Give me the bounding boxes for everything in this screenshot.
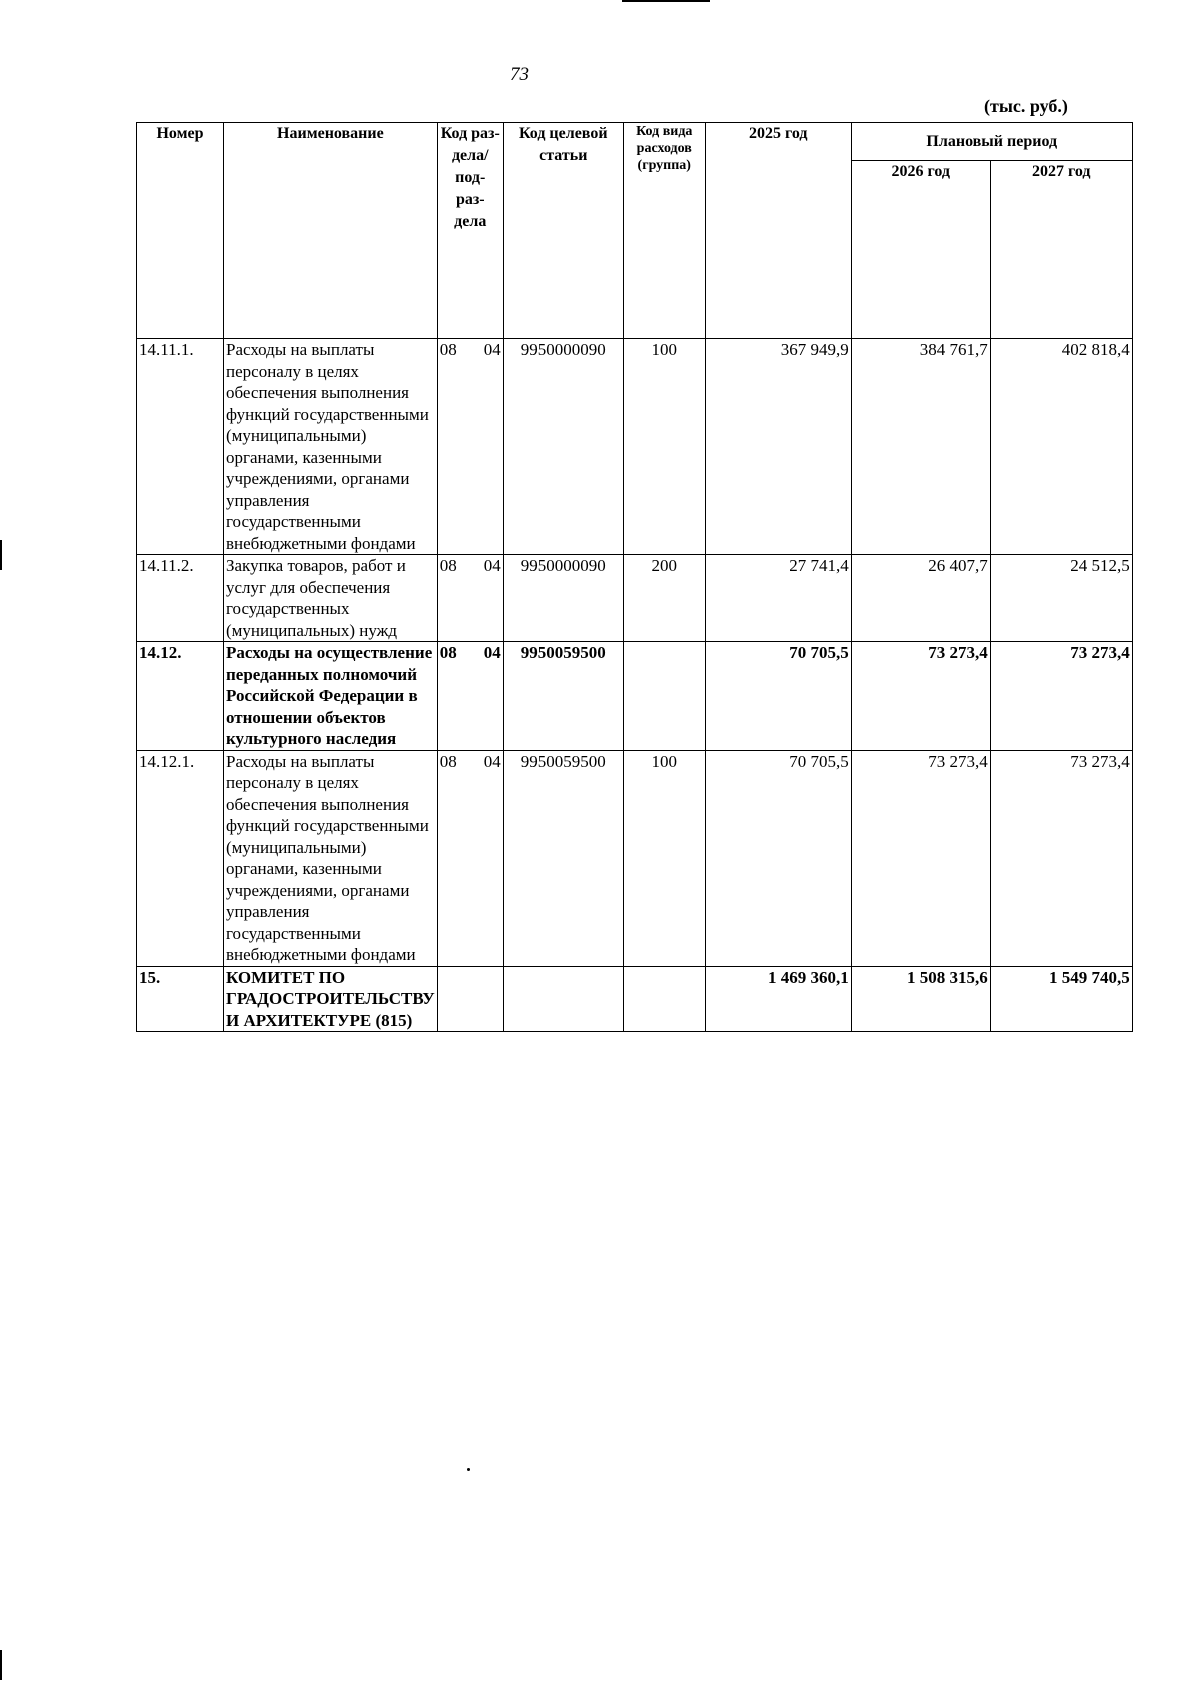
header-year-2027: 2027 год: [990, 161, 1132, 339]
row-subsection: 04: [483, 751, 501, 771]
row-subsection: 04: [483, 556, 501, 575]
row-target-code: 9950059500: [503, 750, 623, 966]
row-number: 14.12.1.: [137, 750, 224, 966]
row-amount-2026: 1 508 315,6: [851, 966, 990, 1032]
scan-edge-mark: [0, 1650, 2, 1680]
row-name: Расходы на выплаты персоналу в целях обеспечения выполнения функций государственными (муниципальными) органами, казенными учреждениями, органами управления государственными внебюджетными фондами: [224, 750, 438, 966]
header-year-2025: 2025 год: [705, 123, 851, 339]
row-target-code: 9950059500: [503, 642, 623, 751]
row-expense-type: 200: [623, 555, 705, 642]
row-amount-2027: 73 273,4: [990, 642, 1132, 751]
table-body: [137, 339, 1133, 1032]
table-header: [137, 123, 1133, 339]
header-planning-period: Плановый период: [851, 123, 1132, 161]
table-row: [137, 642, 1133, 751]
table-row: [137, 555, 1133, 642]
row-subsection: 04: [483, 340, 501, 359]
table-row: [137, 966, 1133, 1032]
row-target-code: 9950000090: [503, 555, 623, 642]
row-amount-2027: 24 512,5: [990, 555, 1132, 642]
row-amount-2025: 367 949,9: [705, 339, 851, 555]
row-amount-2025: 70 705,5: [705, 750, 851, 966]
row-subsection: 04: [483, 643, 501, 662]
row-name: КОМИТЕТ ПО ГРАДОСТРОИТЕЛЬСТВУ И АРХИТЕКТУРЕ (815): [224, 966, 438, 1032]
stray-dot: [467, 1468, 470, 1471]
row-section-code: [437, 642, 503, 751]
row-section: 08: [439, 643, 457, 662]
row-expense-type: [623, 642, 705, 751]
row-expense-type: 100: [623, 339, 705, 555]
row-amount-2027: 73 273,4: [990, 750, 1132, 966]
header-expense-type: Код вида расходов (группа): [623, 123, 705, 339]
table-row: [137, 339, 1133, 555]
row-amount-2027: 1 549 740,5: [990, 966, 1132, 1032]
row-amount-2027: 402 818,4: [990, 339, 1132, 555]
row-section: 08: [439, 556, 457, 575]
row-amount-2026: 73 273,4: [851, 750, 990, 966]
units-label: (тыс. руб.): [984, 96, 1068, 116]
row-target-code: 9950000090: [503, 339, 623, 555]
budget-table: [136, 122, 1133, 1032]
row-target-code: [503, 966, 623, 1032]
row-amount-2026: 384 761,7: [851, 339, 990, 555]
row-name: Расходы на осуществление переданных полномочий Российской Федерации в отношении объектов культурного наследия: [224, 642, 438, 751]
row-amount-2025: 1 469 360,1: [705, 966, 851, 1032]
row-section-code: [437, 966, 503, 1032]
header-target-code: Код целевой статьи: [503, 123, 623, 339]
row-name: Расходы на выплаты персоналу в целях обеспечения выполнения функций государственными (муниципальными) органами, казенными учреждениями, органами управления государственными внебюджетными фондами: [224, 339, 438, 555]
scan-edge-mark: [0, 540, 2, 570]
row-expense-type: [623, 966, 705, 1032]
header-section-code: Код раз- дела/ под- раз- дела: [437, 123, 503, 339]
row-amount-2026: 73 273,4: [851, 642, 990, 751]
header-number: Номер: [137, 123, 224, 339]
row-section-code: [437, 339, 503, 555]
page-number: 73: [510, 64, 529, 85]
row-amount-2025: 70 705,5: [705, 642, 851, 751]
row-amount-2026: 26 407,7: [851, 555, 990, 642]
scan-top-mark: [622, 0, 710, 2]
row-expense-type: 100: [623, 750, 705, 966]
row-section: 08: [439, 340, 457, 359]
table-row: [137, 750, 1133, 966]
row-amount-2025: 27 741,4: [705, 555, 851, 642]
row-section-code: [437, 555, 503, 642]
row-name: Закупка товаров, работ и услуг для обеспечения государственных (муниципальных) нужд: [224, 555, 438, 642]
row-number: 14.11.1.: [137, 339, 224, 555]
row-number: 14.11.2.: [137, 555, 224, 642]
row-number: 14.12.: [137, 642, 224, 751]
row-number: 15.: [137, 966, 224, 1032]
row-section: 08: [439, 751, 457, 771]
header-year-2026: 2026 год: [851, 161, 990, 339]
header-name: Наименование: [224, 123, 438, 339]
row-section-code: [437, 750, 503, 966]
